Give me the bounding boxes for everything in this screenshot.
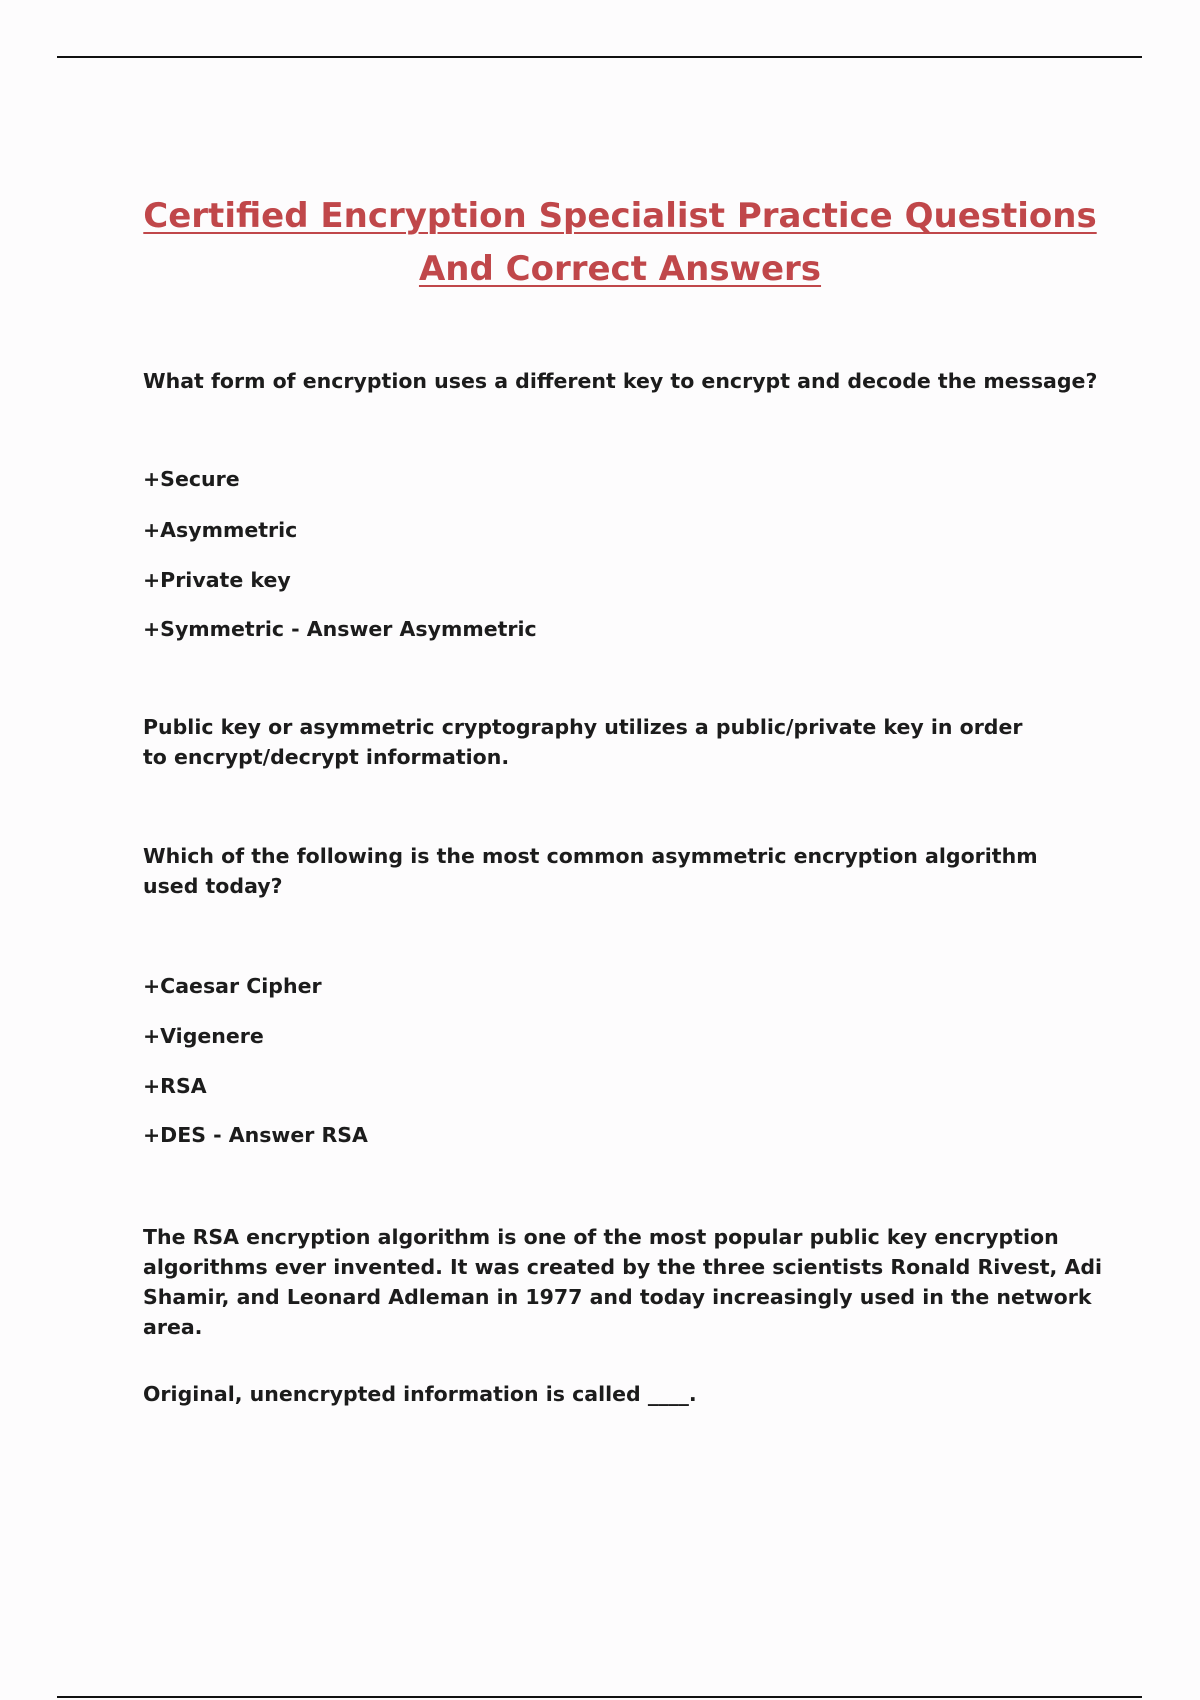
question-2: Which of the following is the most common asymmetric encryption algorithm used today? bbox=[143, 844, 1038, 898]
q1-option-1: +Secure bbox=[143, 467, 240, 491]
q2-explanation: The RSA encryption algorithm is one of the most popular public key encryption algorithms ever invented. It was created by the three scientists Ronald Rivest, Adi Shamir, and Leonard Adleman in 1977 and today increasingly used in the network area. bbox=[143, 1225, 1103, 1339]
q2-option-4-answer: +DES - Answer RSA bbox=[143, 1123, 368, 1147]
q1-explanation: Public key or asymmetric cryptography utilizes a public/private key in order to encrypt/decrypt information. bbox=[143, 715, 1023, 769]
header-rule bbox=[57, 56, 1142, 58]
q1-option-3: +Private key bbox=[143, 568, 291, 592]
question-1: What form of encryption uses a different key to encrypt and decode the message? bbox=[143, 369, 1098, 393]
title-line-2: And Correct Answers bbox=[418, 249, 822, 289]
question-3: Original, unencrypted information is called ____. bbox=[143, 1382, 697, 1406]
q2-option-1: +Caesar Cipher bbox=[143, 974, 322, 998]
document-title bbox=[100, 190, 1140, 296]
q1-option-2: +Asymmetric bbox=[143, 518, 298, 542]
q1-option-4-answer: +Symmetric - Answer Asymmetric bbox=[143, 617, 537, 641]
footer-rule bbox=[57, 1696, 1142, 1698]
q2-option-2: +Vigenere bbox=[143, 1024, 264, 1048]
q2-option-3: +RSA bbox=[143, 1074, 207, 1098]
title-line-1: Certified Encryption Specialist Practice Questions bbox=[143, 196, 1097, 236]
